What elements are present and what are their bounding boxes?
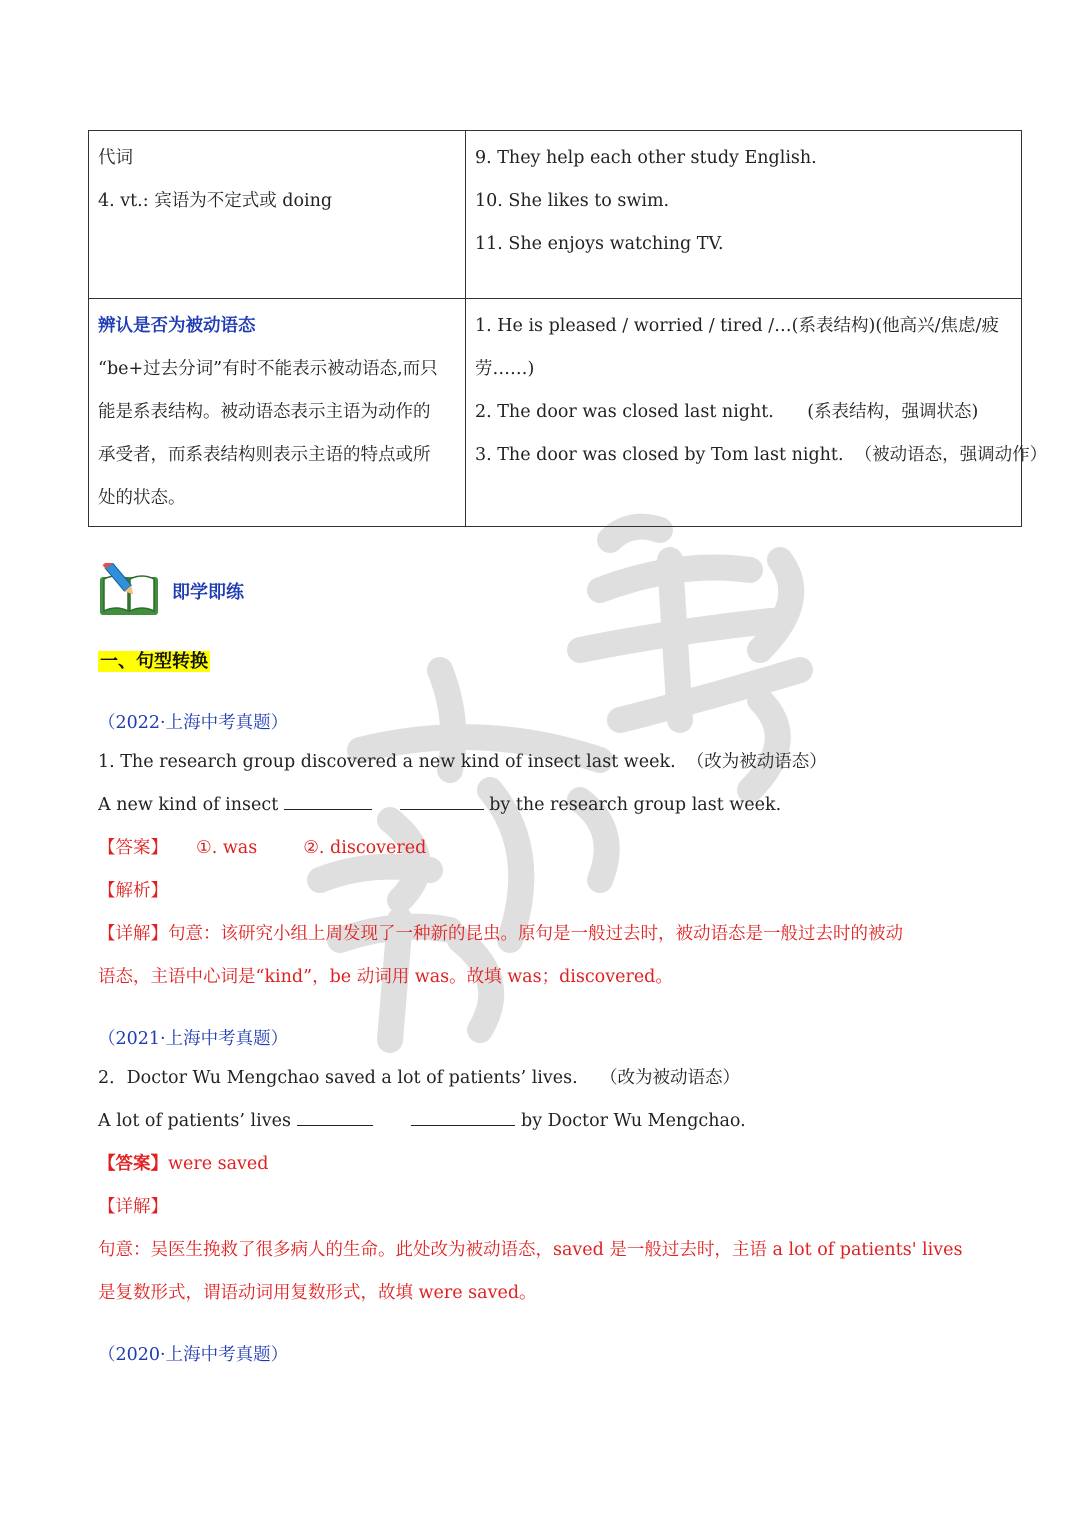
detail-text: 句意：该研究小组上周发现了一种新的昆虫。原句是一般过去时，被动语态是一般过去时的被动 bbox=[168, 924, 903, 944]
answer-line bbox=[98, 1143, 998, 1186]
example-sentence: 11. She enjoys watching TV. bbox=[475, 234, 724, 254]
answer-label: 【答案】 bbox=[98, 1154, 168, 1174]
fill-text: A new kind of insect bbox=[98, 795, 284, 815]
detail-line bbox=[98, 913, 998, 956]
detail-line: 语态，主语中心词是“kind”，be 动词用 was。故填 was；discovered。 bbox=[98, 967, 673, 987]
table-row bbox=[89, 299, 1022, 527]
exercise-heading: 一、句型转换 bbox=[100, 651, 208, 672]
fill-text: by the research group last week. bbox=[483, 795, 782, 815]
table-row bbox=[89, 131, 1022, 299]
table-cell bbox=[89, 131, 466, 299]
question-text: 1. The research group discovered a new kind of insect last week. （改为被动语态） bbox=[98, 752, 827, 772]
answer-value: ②. discovered bbox=[303, 838, 427, 858]
blank-field[interactable] bbox=[284, 789, 372, 810]
cell-text: 4. vt.: 宾语为不定式或 doing bbox=[98, 191, 333, 211]
detail-line: 句意：吴医生挽救了很多病人的生命。此处改为被动语态，saved 是一般过去时，主语 a lot of patients' lives bbox=[98, 1240, 963, 1260]
analysis-label: 【解析】 bbox=[98, 881, 168, 901]
answer-label: 【答案】 bbox=[98, 838, 168, 858]
question-source: （2022·上海中考真题） bbox=[98, 713, 289, 733]
exercise-content bbox=[98, 640, 998, 1373]
grammar-table bbox=[88, 130, 1048, 527]
example-sentence: 劳……) bbox=[475, 359, 535, 379]
detail-label: 【详解】 bbox=[98, 1197, 168, 1217]
answer-value: were saved bbox=[168, 1154, 269, 1174]
cell-text: “be+过去分词”有时不能表示被动语态,而只 bbox=[98, 359, 438, 379]
example-sentence: 1. He is pleased / worried / tired /…(系表结构)(他高兴/焦虑/疲 bbox=[475, 316, 999, 336]
fill-in-line bbox=[98, 1100, 998, 1143]
example-sentence: 9. They help each other study English. bbox=[475, 148, 817, 168]
question-source: （2021·上海中考真题） bbox=[98, 1029, 289, 1049]
cell-text: 处的状态。 bbox=[98, 488, 186, 508]
example-sentence: 2. The door was closed last night. (系表结构，强调状态) bbox=[475, 402, 979, 422]
book-pencil-icon bbox=[98, 563, 160, 619]
answer-value: ①. was bbox=[196, 838, 258, 858]
detail-label: 【详解】 bbox=[98, 924, 168, 944]
question-text: 2．Doctor Wu Mengchao saved a lot of patients’ lives. （改为被动语态） bbox=[98, 1068, 740, 1088]
cell-text: 承受者，而系表结构则表示主语的特点或所 bbox=[98, 445, 431, 465]
example-sentence: 3. The door was closed by Tom last night. （被动语态，强调动作） bbox=[475, 445, 1048, 465]
section-title: 即学即练 bbox=[172, 582, 244, 603]
table-cell bbox=[89, 299, 466, 527]
blank-field[interactable] bbox=[411, 1105, 515, 1126]
fill-in-line bbox=[98, 784, 998, 827]
blank-field[interactable] bbox=[400, 789, 484, 810]
detail-line: 是复数形式，谓语动词用复数形式，故填 were saved。 bbox=[98, 1283, 537, 1303]
question-source: （2020·上海中考真题） bbox=[98, 1345, 289, 1365]
section-header bbox=[98, 563, 244, 619]
table-cell bbox=[466, 299, 1048, 527]
cell-text: 能是系表结构。被动语态表示主语为动作的 bbox=[98, 402, 431, 422]
table-cell bbox=[466, 131, 1022, 299]
blank-field[interactable] bbox=[297, 1105, 373, 1126]
fill-text: A lot of patients’ lives bbox=[98, 1111, 297, 1131]
cell-text: 代词 bbox=[98, 148, 133, 168]
example-sentence: 10. She likes to swim. bbox=[475, 191, 670, 211]
answer-line bbox=[98, 827, 998, 870]
cell-heading: 辨认是否为被动语态 bbox=[98, 316, 256, 336]
fill-text: by Doctor Wu Mengchao. bbox=[515, 1111, 746, 1131]
